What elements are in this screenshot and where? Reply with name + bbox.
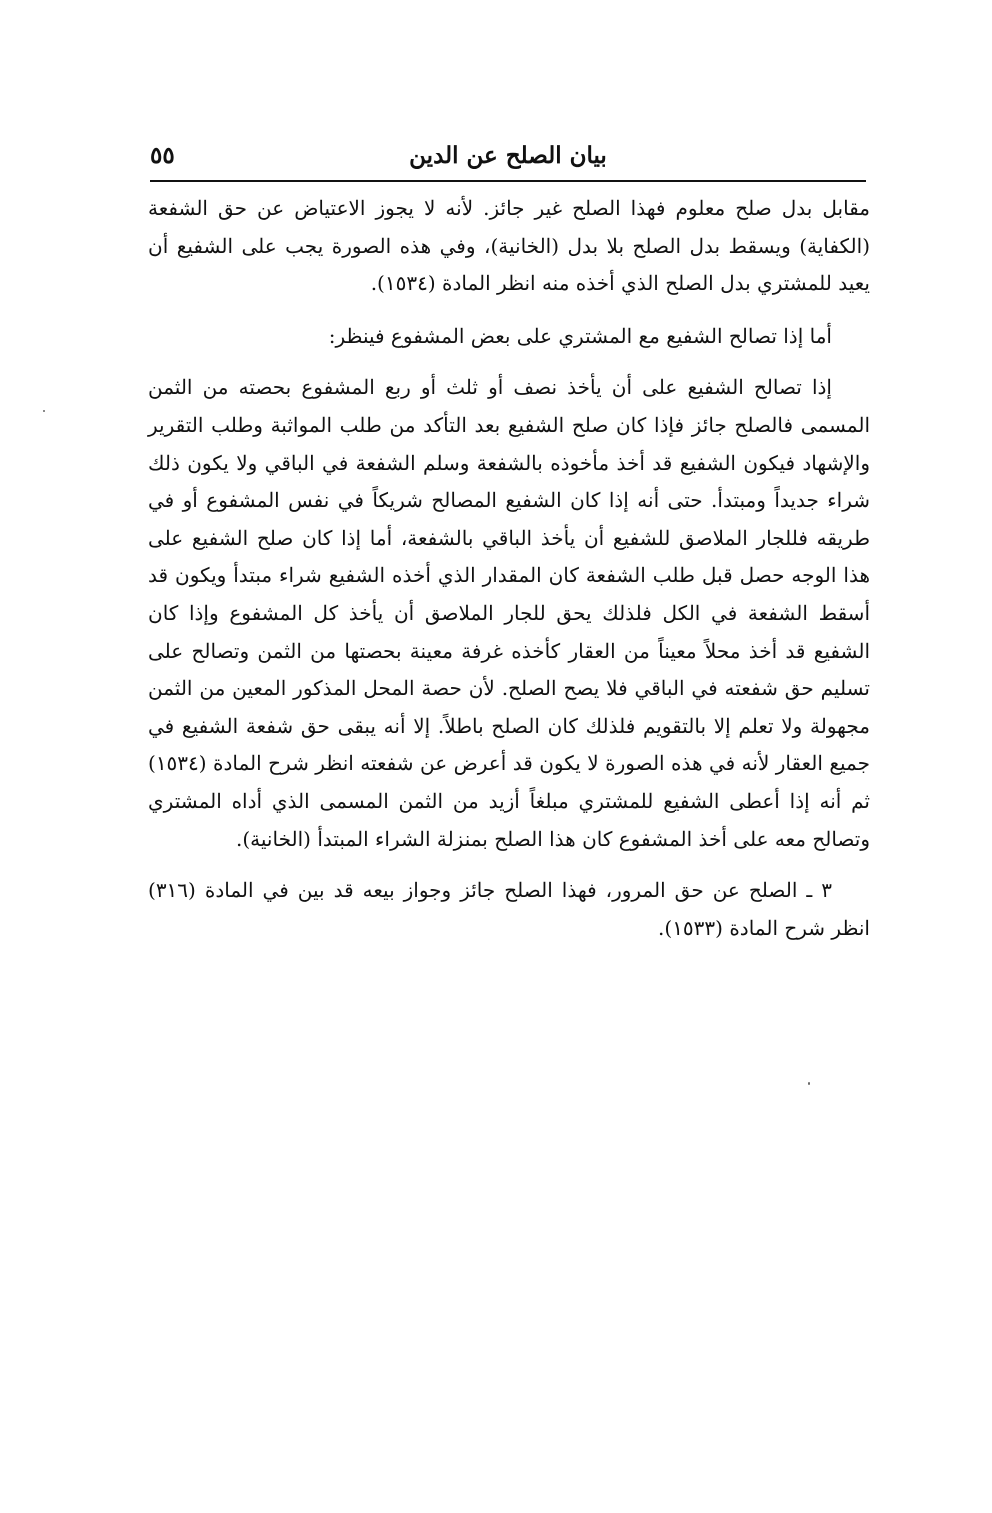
running-title: بيان الصلح عن الدين [409,142,607,169]
body-text [148,190,870,947]
page-number: ٥٥ [150,142,175,169]
scan-speck [808,1082,810,1085]
page-header [150,138,866,182]
paragraph-2: أما إذا تصالح الشفيع مع المشتري على بعض المشفوع فينظر: [328,323,832,348]
paragraph-3: إذا تصالح الشفيع على أن يأخذ نصف أو ثلث أو ربع المشفوع بحصته من الثمن المسمى فالصلح جائز فإذا كان صلح الشفيع بعد التأكد من طلب المواثبة وطلب التقرير والإشهاد فيكون الشفيع قد أخذ مأخوذه بالشفعة وسلم الشفعة في الباقي ولا يكون ذلك شراء جديداً ومبتدأ. حتى أنه إذا كان الشفيع المصالح شريكاً في نفس المشفوع أو في طريقه فللجار الملاصق للشفيع أن يأخذ الباقي بالشفعة، أما إذا كان صلح الشفيع على هذا الوجه حصل قبل طلب الشفعة كان المقدار الذي أخذه الشفيع شراء مبتدأ ويكون قد أسقط الشفعة في الكل فلذلك يحق للجار الملاصق أن يأخذ كل المشفوع وإذا كان الشفيع قد أخذ محلاً معيناً من العقار كأخذه غرفة معينة بحصتها من الثمن وتصالح على تسليم حق شفعته في الباقي فلا يصح الصلح. لأن حصة المحل المذكور المعين من الثمن مجهولة ولا تعلم إلا بالتقويم فلذلك كان الصلح باطلاً. إلا أنه يبقى حق شفعة الشفيع في جميع العقار لأنه في هذه الصورة لا يكون قد أعرض عن شفعته انظر شرح المادة (١٥٣٤) ثم أنه إذا أعطى الشفيع للمشتري مبلغاً أزيد من الثمن المسمى الذي أداه المشتري وتصالح معه على أخذ المشفوع كان هذا الصلح بمنزلة الشراء المبتدأ (الخانية). [148,375,870,851]
paragraph-4: ٣ ـ الصلح عن حق المرور، فهذا الصلح جائز وجواز بيعه قد بين في المادة (٣١٦) انظر شرح المادة (١٥٣٣). [148,878,870,940]
paragraph-1: مقابل بدل صلح معلوم فهذا الصلح غير جائز. لأنه لا يجوز الاعتياض عن حق الشفعة (الكفاية) ويسقط بدل الصلح بلا بدل (الخانية)، وفي هذه الصورة يجب على الشفيع أن يعيد للمشتري بدل الصلح الذي أخذه منه انظر المادة (١٥٣٤). [148,196,870,296]
scan-speck [43,410,45,412]
